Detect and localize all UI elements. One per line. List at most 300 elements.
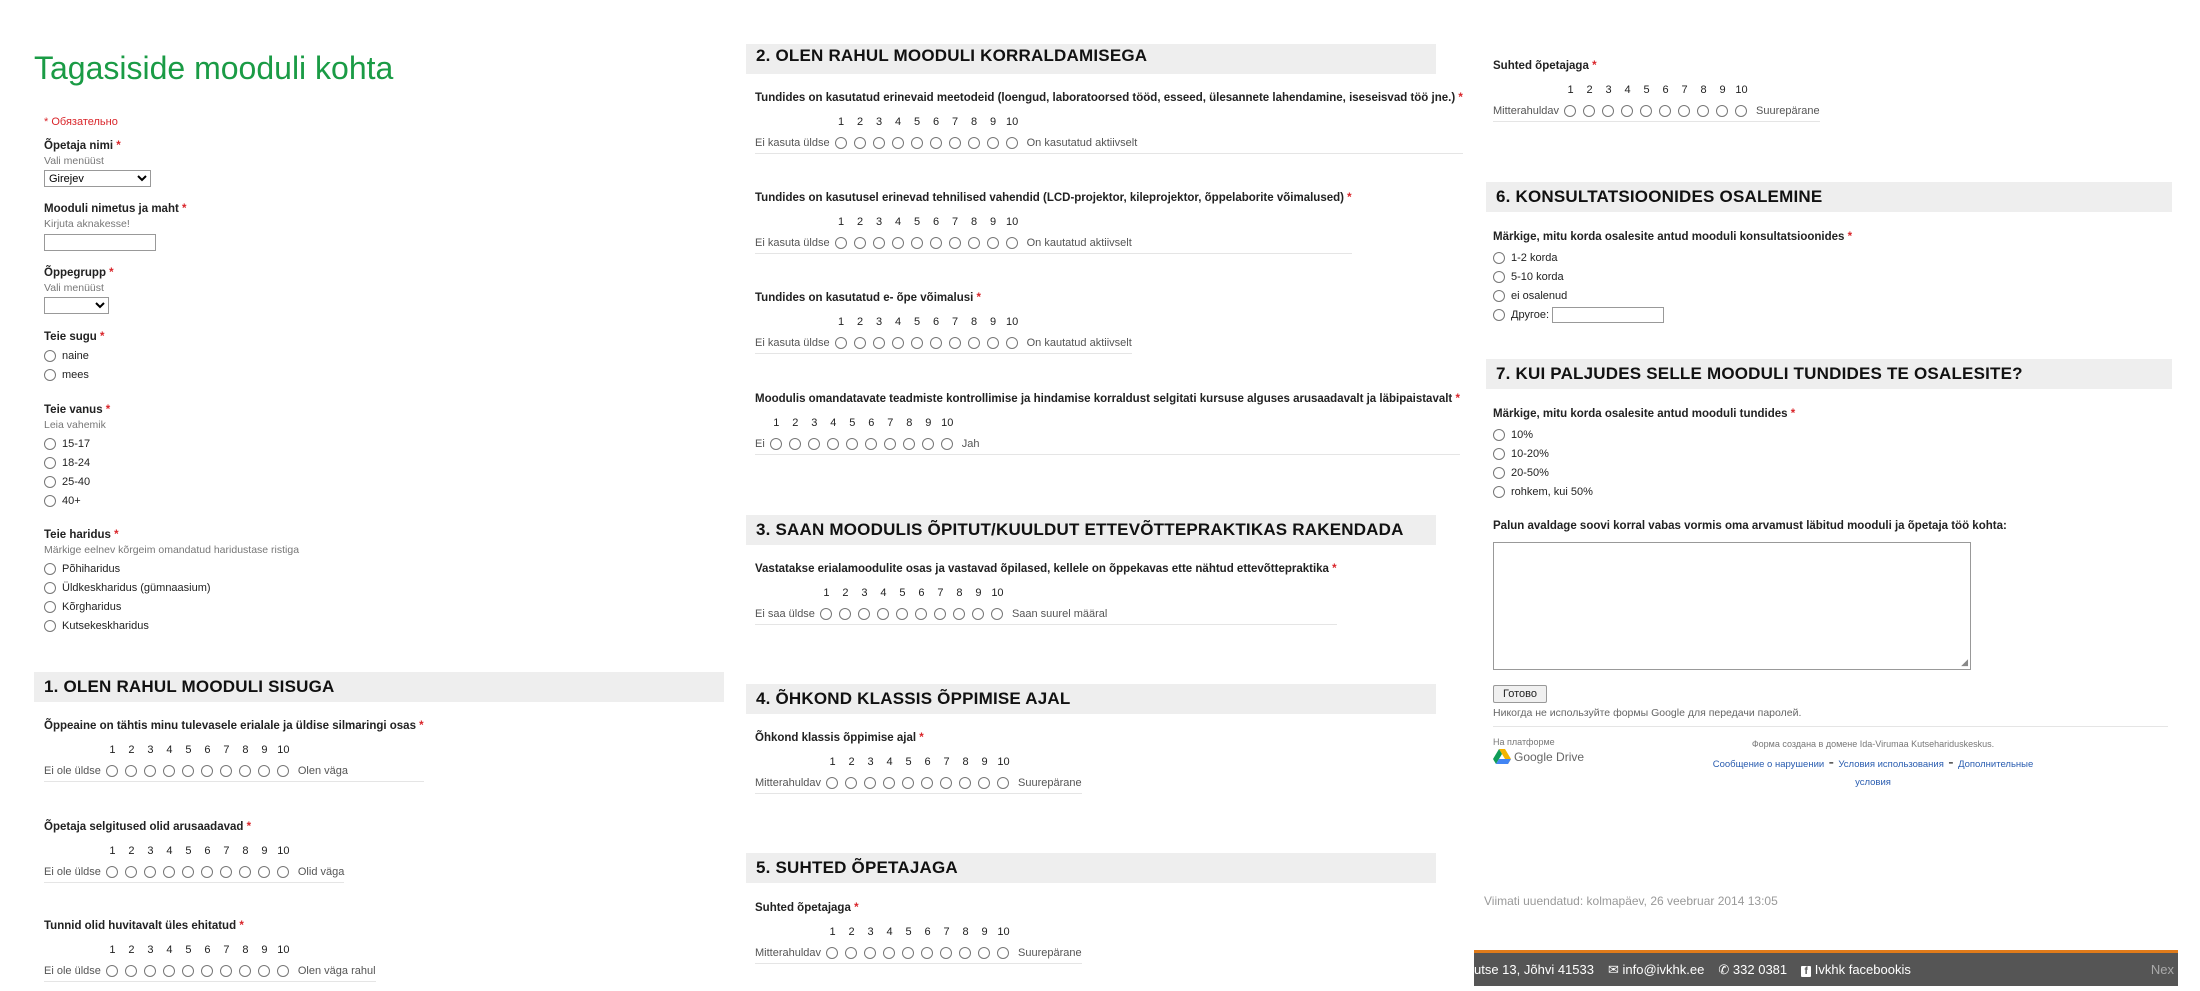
scale-number: 7 bbox=[887, 417, 894, 429]
scale-numbers bbox=[44, 845, 344, 857]
footer-next[interactable]: Nex bbox=[2150, 962, 2174, 977]
scale-number: 7 bbox=[223, 845, 230, 857]
scale-radio[interactable] bbox=[125, 965, 137, 977]
education-option[interactable] bbox=[44, 616, 299, 635]
option-label: Другое: bbox=[1511, 308, 1550, 321]
teacher-select[interactable] bbox=[44, 170, 151, 187]
phone-icon: ✆ bbox=[1718, 961, 1730, 977]
scale-number: 4 bbox=[830, 417, 837, 429]
radio-button[interactable] bbox=[44, 620, 56, 632]
scale-radio[interactable] bbox=[106, 866, 118, 878]
scale-radio[interactable] bbox=[987, 337, 999, 349]
scale-radio[interactable] bbox=[930, 137, 942, 149]
phone-text: 332 0381 bbox=[1732, 961, 1788, 977]
scale-number: 2 bbox=[857, 216, 864, 228]
radio-button[interactable] bbox=[1493, 290, 1505, 302]
scale-numbers bbox=[755, 926, 1082, 938]
option-label: 18-24 bbox=[62, 456, 91, 469]
scale-low-label: Ei kasuta üldse bbox=[755, 237, 830, 249]
age-option[interactable] bbox=[44, 434, 110, 453]
scale-radio[interactable] bbox=[892, 337, 904, 349]
scale-number: 7 bbox=[952, 116, 959, 128]
scale-spacer bbox=[1493, 84, 1561, 96]
scale-radio-row bbox=[44, 765, 424, 782]
scale-radio[interactable] bbox=[949, 237, 961, 249]
scale-number: 2 bbox=[842, 587, 849, 599]
scale-radio[interactable] bbox=[883, 777, 895, 789]
scale-radio[interactable] bbox=[258, 866, 270, 878]
scale-radio[interactable] bbox=[949, 137, 961, 149]
scale-radio[interactable] bbox=[201, 765, 213, 777]
scale-radio[interactable] bbox=[820, 608, 832, 620]
scale-question bbox=[755, 292, 1132, 354]
scale-number: 2 bbox=[848, 756, 855, 768]
teacher-field bbox=[44, 140, 151, 187]
other-input[interactable] bbox=[1552, 307, 1664, 323]
radio-button[interactable] bbox=[1493, 467, 1505, 479]
scale-radio[interactable] bbox=[220, 765, 232, 777]
scale-radio[interactable] bbox=[201, 965, 213, 977]
scale-radio[interactable] bbox=[959, 777, 971, 789]
scale-number: 3 bbox=[867, 926, 874, 938]
scale-radio[interactable] bbox=[835, 237, 847, 249]
radio-button[interactable] bbox=[1493, 252, 1505, 264]
scale-radio[interactable] bbox=[949, 337, 961, 349]
scale-number: 1 bbox=[1567, 84, 1574, 96]
gender-option[interactable] bbox=[44, 346, 105, 365]
scale-numbers bbox=[1493, 84, 1820, 96]
scale-spacer bbox=[44, 845, 103, 857]
scale-radio[interactable] bbox=[892, 237, 904, 249]
scale-radio[interactable] bbox=[808, 438, 820, 450]
required-star: * bbox=[1592, 60, 1597, 72]
scale-radio[interactable] bbox=[911, 237, 923, 249]
scale-radio[interactable] bbox=[106, 965, 118, 977]
scale-radio[interactable] bbox=[940, 777, 952, 789]
scale-radio[interactable] bbox=[182, 866, 194, 878]
required-star: * bbox=[182, 203, 187, 215]
scale-radio[interactable] bbox=[940, 947, 952, 959]
scale-radio[interactable] bbox=[163, 866, 175, 878]
scale-radio[interactable] bbox=[789, 438, 801, 450]
consult-option-other[interactable] bbox=[1493, 305, 1852, 324]
required-star: * bbox=[1458, 92, 1463, 104]
required-star: * bbox=[1847, 231, 1853, 243]
scale-number: 9 bbox=[261, 944, 268, 956]
scale-question bbox=[755, 732, 1082, 794]
scale-radio[interactable] bbox=[911, 337, 923, 349]
scale-number: 5 bbox=[914, 316, 921, 328]
scale-low-label: Mitterahuldav bbox=[755, 947, 822, 959]
education-option[interactable] bbox=[44, 597, 299, 616]
scale-radio[interactable] bbox=[987, 137, 999, 149]
scale-radio[interactable] bbox=[827, 438, 839, 450]
scale-numbers bbox=[755, 116, 1463, 128]
scale-radio[interactable] bbox=[959, 947, 971, 959]
scale-radio[interactable] bbox=[930, 337, 942, 349]
attend-option[interactable] bbox=[1493, 444, 1795, 463]
scale-radio[interactable] bbox=[258, 965, 270, 977]
terms-link[interactable]: Условия использования bbox=[1838, 759, 1944, 770]
scale-number: 5 bbox=[914, 216, 921, 228]
scale-radio[interactable] bbox=[1621, 105, 1633, 117]
radio-button[interactable] bbox=[44, 582, 56, 594]
scale-radio[interactable] bbox=[277, 866, 289, 878]
scale-numbers bbox=[755, 417, 1460, 429]
scale-radio[interactable] bbox=[182, 765, 194, 777]
scale-radio[interactable] bbox=[239, 765, 251, 777]
scale-radio[interactable] bbox=[854, 137, 866, 149]
section-header-6: 6. KONSULTATSIOONIDES OSALEMINE bbox=[1486, 182, 2172, 212]
scale-high-label: On kautatud aktiivselt bbox=[1026, 337, 1132, 349]
scale-radio-row bbox=[755, 947, 1082, 964]
scale-number: 8 bbox=[971, 316, 978, 328]
scale-radio[interactable] bbox=[144, 965, 156, 977]
scale-question bbox=[755, 563, 1337, 625]
powered-label: На платформе bbox=[1493, 737, 1555, 747]
scale-low-label: Ei bbox=[755, 438, 765, 450]
section-header-3: 3. SAAN MOODULIS ÕPITUT/KUULDUT ETTEVÕTTEPRAKTIKAS RAKENDADA bbox=[746, 515, 1436, 545]
scale-radio[interactable] bbox=[826, 947, 838, 959]
scale-number: 1 bbox=[109, 944, 116, 956]
scale-radio[interactable] bbox=[239, 965, 251, 977]
scale-question bbox=[44, 821, 344, 883]
required-star: * bbox=[116, 140, 121, 152]
scale-low-label: Mitterahuldav bbox=[755, 777, 822, 789]
scale-radio[interactable] bbox=[911, 137, 923, 149]
scale-radio[interactable] bbox=[277, 965, 289, 977]
scale-radio-row bbox=[755, 237, 1352, 254]
education-option[interactable] bbox=[44, 559, 299, 578]
required-note: * Обязательно bbox=[44, 116, 118, 128]
question-label: Õhkond klassis õppimise ajal bbox=[755, 732, 917, 744]
module-help: Kirjuta aknakesse! bbox=[44, 218, 130, 230]
option-label: Kõrgharidus bbox=[62, 600, 122, 613]
scale-number: 4 bbox=[166, 944, 173, 956]
radio-button[interactable] bbox=[1493, 309, 1505, 321]
scale-radio[interactable] bbox=[1716, 105, 1728, 117]
resize-handle-icon[interactable]: ◢ bbox=[1961, 657, 1968, 667]
radio-button[interactable] bbox=[44, 369, 56, 381]
scale-radio[interactable] bbox=[968, 137, 980, 149]
comment-textarea[interactable] bbox=[1493, 542, 1971, 670]
scale-number: 5 bbox=[185, 944, 192, 956]
scale-number: 5 bbox=[905, 756, 912, 768]
scale-radio[interactable] bbox=[201, 866, 213, 878]
scale-radio[interactable] bbox=[953, 608, 965, 620]
scale-low-label: Ei ole üldse bbox=[44, 765, 101, 777]
scale-radio[interactable] bbox=[922, 438, 934, 450]
scale-radio[interactable] bbox=[1735, 105, 1747, 117]
radio-button[interactable] bbox=[1493, 271, 1505, 283]
domain-note: Форма создана в домене Ida-Virumaa Kutsehariduskeskus. bbox=[1751, 739, 1995, 749]
option-label: 10% bbox=[1511, 428, 1534, 441]
scale-radio[interactable] bbox=[930, 237, 942, 249]
powered-by bbox=[1493, 737, 1584, 764]
scale-number: 6 bbox=[204, 944, 211, 956]
option-label: rohkem, kui 50% bbox=[1511, 485, 1593, 498]
scale-radio[interactable] bbox=[972, 608, 984, 620]
teacher-help: Vali menüüst bbox=[44, 155, 104, 167]
scale-radio[interactable] bbox=[1564, 105, 1576, 117]
required-star: * bbox=[1332, 563, 1337, 575]
option-label: Üldkeskharidus (gümnaasium) bbox=[62, 581, 211, 594]
scale-radio[interactable] bbox=[1006, 137, 1018, 149]
scale-radio-row bbox=[44, 965, 376, 982]
gender-option[interactable] bbox=[44, 365, 105, 384]
scale-spacer bbox=[755, 417, 767, 429]
group-label: Õppegrupp bbox=[44, 267, 106, 279]
scale-radio[interactable] bbox=[865, 438, 877, 450]
last-updated: Viimati uuendatud: kolmapäev, 26 veebruar 2014 13:05 bbox=[1484, 894, 1778, 908]
scale-radio[interactable] bbox=[835, 337, 847, 349]
radio-button[interactable] bbox=[1493, 429, 1505, 441]
scale-number: 7 bbox=[952, 316, 959, 328]
scale-radio[interactable] bbox=[163, 965, 175, 977]
question-label: Tundides on kasutatud e- õpe võimalusi bbox=[755, 292, 974, 304]
consult-option[interactable] bbox=[1493, 286, 1852, 305]
scale-high-label: On kasutatud aktiivselt bbox=[1026, 137, 1138, 149]
scale-question bbox=[755, 393, 1460, 455]
scale-radio[interactable] bbox=[1006, 337, 1018, 349]
option-label: Põhiharidus bbox=[62, 562, 121, 575]
scale-radio[interactable] bbox=[997, 777, 1009, 789]
scale-low-label: Mitterahuldav bbox=[1493, 105, 1560, 117]
scale-number: 10 bbox=[277, 744, 290, 756]
scale-radio[interactable] bbox=[934, 608, 946, 620]
scale-number: 2 bbox=[857, 316, 864, 328]
scale-radio[interactable] bbox=[826, 777, 838, 789]
scale-radio[interactable] bbox=[877, 608, 889, 620]
scale-number: 10 bbox=[277, 845, 290, 857]
scale-radio[interactable] bbox=[873, 137, 885, 149]
scale-radio[interactable] bbox=[864, 947, 876, 959]
scale-spacer bbox=[755, 216, 832, 228]
scale-radio[interactable] bbox=[220, 866, 232, 878]
scale-radio[interactable] bbox=[1678, 105, 1690, 117]
scale-numbers bbox=[755, 587, 1337, 599]
radio-button[interactable] bbox=[44, 438, 56, 450]
scale-radio[interactable] bbox=[125, 765, 137, 777]
scale-low-label: Ei ole üldse bbox=[44, 866, 101, 878]
question-label: Tundides on kasutatud erinevaid meetodeid (loengud, laboratoorsed tööd, esseed, ülesannete lahendamine, iseseisvad töö jne.) bbox=[755, 92, 1456, 104]
scale-radio[interactable] bbox=[921, 947, 933, 959]
scale-radio-row bbox=[755, 438, 1460, 455]
scale-radio[interactable] bbox=[144, 765, 156, 777]
section-header-4: 4. ÕHKOND KLASSIS ÕPPIMISE AJAL bbox=[746, 684, 1436, 714]
scale-radio[interactable] bbox=[163, 765, 175, 777]
scale-number: 2 bbox=[857, 116, 864, 128]
google-drive-label: Google Drive bbox=[1514, 749, 1585, 764]
radio-button[interactable] bbox=[1493, 448, 1505, 460]
scale-radio[interactable] bbox=[854, 337, 866, 349]
age-field bbox=[44, 404, 110, 510]
scale-radio[interactable] bbox=[864, 777, 876, 789]
scale-number: 9 bbox=[975, 587, 982, 599]
option-label: Kutsekeskharidus bbox=[62, 619, 149, 632]
scale-number: 10 bbox=[997, 926, 1010, 938]
radio-button[interactable] bbox=[44, 457, 56, 469]
scale-radio[interactable] bbox=[845, 947, 857, 959]
scale-number: 4 bbox=[166, 744, 173, 756]
module-field bbox=[44, 203, 187, 251]
facebook-text: Ivkhk facebookis bbox=[1814, 962, 1911, 977]
scale-radio[interactable] bbox=[991, 608, 1003, 620]
scale-radio[interactable] bbox=[1659, 105, 1671, 117]
scale-radio[interactable] bbox=[106, 765, 118, 777]
required-star: * bbox=[109, 267, 114, 279]
scale-number: 9 bbox=[990, 116, 997, 128]
scale-radio-row bbox=[755, 337, 1132, 354]
radio-button[interactable] bbox=[44, 563, 56, 575]
scale-radio[interactable] bbox=[968, 337, 980, 349]
scale-low-label: Ei kasuta üldse bbox=[755, 337, 830, 349]
scale-radio[interactable] bbox=[941, 438, 953, 450]
attend-option[interactable] bbox=[1493, 482, 1795, 501]
group-select[interactable] bbox=[44, 297, 109, 314]
scale-radio[interactable] bbox=[144, 866, 156, 878]
age-option[interactable] bbox=[44, 472, 110, 491]
scale-number: 3 bbox=[867, 756, 874, 768]
scale-radio[interactable] bbox=[902, 777, 914, 789]
scale-number: 8 bbox=[242, 944, 249, 956]
attend-option[interactable] bbox=[1493, 463, 1795, 482]
teacher-label: Õpetaja nimi bbox=[44, 140, 114, 152]
scale-number: 5 bbox=[914, 116, 921, 128]
scale-radio[interactable] bbox=[997, 947, 1009, 959]
scale-radio[interactable] bbox=[873, 337, 885, 349]
radio-button[interactable] bbox=[44, 601, 56, 613]
age-option[interactable] bbox=[44, 453, 110, 472]
required-star: * bbox=[246, 821, 252, 833]
scale-radio[interactable] bbox=[896, 608, 908, 620]
option-label: 1-2 korda bbox=[1511, 251, 1558, 264]
consult-option[interactable] bbox=[1493, 248, 1852, 267]
scale-number: 9 bbox=[1719, 84, 1726, 96]
scale-number: 2 bbox=[128, 845, 135, 857]
scale-number: 5 bbox=[905, 926, 912, 938]
scale-radio[interactable] bbox=[770, 438, 782, 450]
scale-radio[interactable] bbox=[220, 965, 232, 977]
consult-label: Märkige, mitu korda osalesite antud mooduli konsultatsioonides bbox=[1493, 231, 1845, 243]
scale-number: 4 bbox=[895, 116, 902, 128]
scale-number: 6 bbox=[204, 845, 211, 857]
radio-button[interactable] bbox=[1493, 486, 1505, 498]
scale-radio[interactable] bbox=[1697, 105, 1709, 117]
scale-radio[interactable] bbox=[978, 947, 990, 959]
scale-number: 3 bbox=[876, 116, 883, 128]
scale-radio[interactable] bbox=[1602, 105, 1614, 117]
scale-number: 1 bbox=[829, 926, 836, 938]
scale-radio[interactable] bbox=[1006, 237, 1018, 249]
scale-numbers bbox=[755, 216, 1352, 228]
scale-radio[interactable] bbox=[921, 777, 933, 789]
scale-radio[interactable] bbox=[978, 777, 990, 789]
scale-radio[interactable] bbox=[892, 137, 904, 149]
scale-radio[interactable] bbox=[125, 866, 137, 878]
scale-radio[interactable] bbox=[883, 947, 895, 959]
scale-number: 4 bbox=[895, 216, 902, 228]
footer-email[interactable] bbox=[1608, 962, 1704, 978]
module-input[interactable] bbox=[44, 234, 156, 251]
age-help: Leia vahemik bbox=[44, 419, 106, 431]
report-abuse-link[interactable]: Сообщение о нарушении bbox=[1712, 759, 1825, 770]
scale-radio[interactable] bbox=[858, 608, 870, 620]
scale-radio[interactable] bbox=[1583, 105, 1595, 117]
scale-radio[interactable] bbox=[1640, 105, 1652, 117]
scale-number: 3 bbox=[147, 944, 154, 956]
scale-number: 6 bbox=[204, 744, 211, 756]
scale-high-label: Olen väga bbox=[297, 765, 349, 777]
scale-radio[interactable] bbox=[884, 438, 896, 450]
section-header-5: 5. SUHTED ÕPETAJAGA bbox=[746, 853, 1436, 883]
required-star: * bbox=[239, 920, 244, 932]
scale-radio-row bbox=[44, 866, 344, 883]
consult-field bbox=[1493, 231, 1852, 324]
scale-radio[interactable] bbox=[835, 137, 847, 149]
email-text: info@ivkhk.ee bbox=[1622, 961, 1705, 977]
attend-option[interactable] bbox=[1493, 425, 1795, 444]
scale-number: 2 bbox=[1586, 84, 1593, 96]
scale-radio[interactable] bbox=[258, 765, 270, 777]
scale-number: 9 bbox=[990, 316, 997, 328]
required-star: * bbox=[114, 529, 119, 541]
scale-radio[interactable] bbox=[902, 947, 914, 959]
required-star: * bbox=[919, 732, 924, 744]
scale-radio[interactable] bbox=[845, 777, 857, 789]
scale-number: 7 bbox=[937, 587, 944, 599]
scale-radio-row bbox=[1493, 105, 1820, 122]
question-label: Suhted õpetajaga bbox=[1493, 60, 1589, 72]
scale-number: 1 bbox=[838, 316, 845, 328]
scale-number: 8 bbox=[962, 756, 969, 768]
scale-number: 3 bbox=[1605, 84, 1612, 96]
radio-button[interactable] bbox=[44, 495, 56, 507]
scale-radio[interactable] bbox=[182, 965, 194, 977]
section-header-2: 2. OLEN RAHUL MOODULI KORRALDAMISEGA bbox=[746, 44, 1436, 74]
scale-number: 6 bbox=[933, 216, 940, 228]
scale-radio[interactable] bbox=[903, 438, 915, 450]
scale-spacer bbox=[755, 116, 832, 128]
scale-radio[interactable] bbox=[846, 438, 858, 450]
scale-radio[interactable] bbox=[915, 608, 927, 620]
education-option[interactable] bbox=[44, 578, 299, 597]
scale-radio[interactable] bbox=[873, 237, 885, 249]
scale-high-label: Saan suurel määral bbox=[1011, 608, 1108, 620]
submit-button[interactable]: Готово bbox=[1493, 685, 1547, 703]
scale-number: 7 bbox=[943, 756, 950, 768]
scale-radio[interactable] bbox=[277, 765, 289, 777]
radio-button[interactable] bbox=[44, 476, 56, 488]
scale-number: 6 bbox=[868, 417, 875, 429]
submit-area bbox=[1493, 684, 1801, 719]
radio-button[interactable] bbox=[44, 350, 56, 362]
additional-terms-link[interactable]: Дополнительные условия bbox=[1855, 759, 2034, 788]
scale-number: 1 bbox=[773, 417, 780, 429]
site-footer bbox=[1474, 950, 2178, 986]
scale-number: 2 bbox=[848, 926, 855, 938]
scale-number: 7 bbox=[1681, 84, 1688, 96]
footer-facebook[interactable] bbox=[1801, 962, 1911, 977]
scale-radio[interactable] bbox=[839, 608, 851, 620]
scale-radio[interactable] bbox=[987, 237, 999, 249]
consult-option[interactable] bbox=[1493, 267, 1852, 286]
scale-radio[interactable] bbox=[968, 237, 980, 249]
scale-radio[interactable] bbox=[854, 237, 866, 249]
scale-number: 4 bbox=[166, 845, 173, 857]
age-option[interactable] bbox=[44, 491, 110, 510]
scale-radio[interactable] bbox=[239, 866, 251, 878]
